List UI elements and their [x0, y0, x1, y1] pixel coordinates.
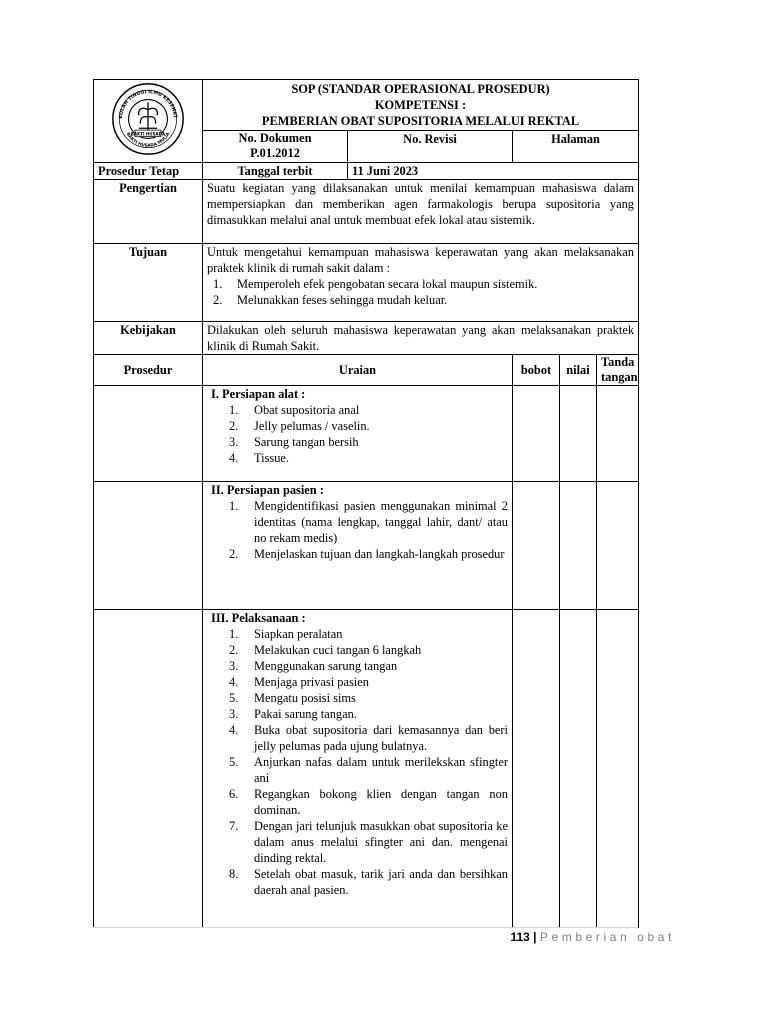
- sop-table: [93, 79, 639, 928]
- list-item: [229, 402, 508, 418]
- list-text: Menjelaskan tujuan dan langkah-langkah prosedur: [254, 547, 505, 561]
- section-1-list: [207, 402, 508, 466]
- list-number: 2.: [229, 643, 239, 657]
- list-number: 2.: [229, 547, 239, 561]
- doc-number-cell: [203, 131, 348, 163]
- section-2-list: [207, 498, 508, 562]
- nilai-cell: [560, 482, 597, 610]
- table-row: [94, 610, 639, 928]
- list-item: [229, 642, 508, 658]
- section-2-cell: [203, 482, 513, 610]
- list-number: 1.: [229, 403, 239, 417]
- footer-divider: [93, 927, 638, 928]
- list-item: [229, 706, 508, 722]
- list-number: 3.: [229, 659, 239, 673]
- institution-logo-cell: [94, 80, 203, 163]
- kebijakan-text: Dilakukan oleh seluruh mahasiswa keperawatan yang akan melaksanakan praktek klinik di Rumah Sakit.: [203, 322, 639, 355]
- list-item: [229, 690, 508, 706]
- list-text: Pakai sarung tangan.: [254, 707, 357, 721]
- footer-separator: |: [533, 930, 537, 944]
- list-item: [213, 276, 634, 292]
- issue-date-value: 11 Juni 2023: [348, 163, 639, 180]
- list-item: [229, 866, 508, 898]
- list-item: [229, 818, 508, 866]
- list-number: 1.: [229, 627, 239, 641]
- bobot-cell: [513, 482, 560, 610]
- section-1-cell: [203, 386, 513, 482]
- list-item: [229, 658, 508, 674]
- sop-title-block: [203, 80, 639, 131]
- bobot-cell: [513, 610, 560, 928]
- col-header-uraian: Uraian: [203, 355, 513, 386]
- sop-title-line-2: KOMPETENSI :: [374, 98, 467, 112]
- section-1-heading: I. Persiapan alat :: [211, 387, 306, 401]
- logo-arc-text-top: KOLAH TINGGI ILMU KESEHAT: [119, 90, 177, 119]
- list-text: Jelly pelumas / vaselin.: [254, 419, 370, 433]
- list-number: 1.: [213, 277, 223, 291]
- list-text: Obat supositoria anal: [254, 403, 360, 417]
- list-number: 8.: [229, 867, 239, 881]
- table-row: [94, 482, 639, 610]
- list-number: 4.: [229, 723, 239, 737]
- list-text: Melakukan cuci tangan 6 langkah: [254, 643, 422, 657]
- page-label: Halaman: [513, 131, 639, 163]
- sop-title-line-3: PEMBERIAN OBAT SUPOSITORIA MELALUI REKTAL: [261, 114, 580, 128]
- list-item: [229, 674, 508, 690]
- signature-cell: [597, 482, 639, 610]
- nilai-cell: [560, 386, 597, 482]
- logo-banner-text: BAKTI HUSADA: [130, 131, 166, 137]
- list-item: [229, 498, 508, 546]
- list-text: Menjaga privasi pasien: [254, 675, 369, 689]
- section-2-heading: II. Persiapan pasien :: [211, 483, 324, 497]
- signature-cell: [597, 610, 639, 928]
- list-item: [229, 434, 508, 450]
- page-footer: [510, 930, 675, 944]
- list-item: [229, 754, 508, 786]
- signature-cell: [597, 386, 639, 482]
- logo-emblem-icon: [139, 102, 158, 130]
- tujuan-label: Tujuan: [94, 244, 203, 322]
- doc-number-value: P.01.2012: [250, 146, 300, 161]
- list-number: 4.: [229, 675, 239, 689]
- sop-document: [93, 79, 638, 928]
- bobot-cell: [513, 386, 560, 482]
- list-item: [229, 418, 508, 434]
- tujuan-cell: [203, 244, 639, 322]
- table-row: [94, 386, 639, 482]
- revision-label: No. Revisi: [348, 131, 513, 163]
- list-number: 7.: [229, 819, 239, 833]
- list-item: [213, 292, 634, 308]
- kebijakan-label: Kebijakan: [94, 322, 203, 355]
- list-item: [229, 722, 508, 754]
- list-text: Sarung tangan bersih: [254, 435, 359, 449]
- prosedur-cell: [94, 610, 203, 928]
- pengertian-text: Suatu kegiatan yang dilaksanakan untuk menilai kemampuan mahasiswa dalam mempersiapkan dan memberikan agen farmakologis berupa supositoria yang dimasukkan melalui anal untuk membuat efek lokal atau sistemik.: [203, 180, 639, 244]
- list-number: 5.: [229, 755, 239, 769]
- list-number: 3.: [229, 435, 239, 449]
- pengertian-label: Pengertian: [94, 180, 203, 244]
- col-header-nilai: nilai: [560, 355, 597, 386]
- list-number: 2.: [213, 293, 223, 307]
- list-number: 1.: [229, 499, 239, 513]
- list-text: Mengatu posisi sims: [254, 691, 356, 705]
- section-3-list: [207, 626, 508, 898]
- list-item: [229, 546, 508, 562]
- list-text: Memperoleh efek pengobatan secara lokal maupun sistemik.: [237, 277, 538, 291]
- prosedur-cell: [94, 386, 203, 482]
- list-text: Melunakkan feses sehingga mudah keluar.: [237, 293, 448, 307]
- fixed-procedure-label: Prosedur Tetap: [94, 163, 203, 180]
- prosedur-cell: [94, 482, 203, 610]
- list-item: [229, 626, 508, 642]
- logo-arc-text-bottom: BAKTI HUSADA MULIA: [124, 131, 172, 149]
- list-text: Setelah obat masuk, tarik jari anda dan bersihkan daerah anal pasien.: [254, 867, 508, 897]
- running-title: Pemberian obat: [539, 930, 675, 944]
- institution-logo: [111, 82, 185, 156]
- section-3-cell: [203, 610, 513, 928]
- list-text: Anjurkan nafas dalam untuk merilekskan sfingter ani: [254, 755, 508, 785]
- nilai-cell: [560, 610, 597, 928]
- list-text: Mengidentifikasi pasien menggunakan minimal 2 identitas (nama lengkap, tanggal lahir, dant/ atau no rekam medis): [254, 499, 508, 545]
- list-item: [229, 786, 508, 818]
- col-header-prosedur: Prosedur: [94, 355, 203, 386]
- list-number: 2.: [229, 419, 239, 433]
- list-text: Buka obat supositoria dari kemasannya dan beri jelly pelumas pada ujung bulatnya.: [254, 723, 508, 753]
- col-header-bobot: bobot: [513, 355, 560, 386]
- list-number: 5.: [229, 691, 239, 705]
- col-header-tanda-tangan: [597, 355, 639, 386]
- list-text: Dengan jari telunjuk masukkan obat supositoria ke dalam anus melalui sfingter ani dan. mengenai dinding rektal.: [254, 819, 508, 865]
- sop-title-line-1: SOP (STANDAR OPERASIONAL PROSEDUR): [291, 82, 550, 96]
- list-number: 4.: [229, 451, 239, 465]
- list-number: 3.: [229, 707, 239, 721]
- list-text: Siapkan peralatan: [254, 627, 343, 641]
- tujuan-intro: Untuk mengetahui kemampuan mahasiswa keperawatan yang akan melaksanakan praktek klinik di rumah sakit dalam :: [207, 245, 635, 275]
- issue-date-label: Tanggal terbit: [203, 163, 348, 180]
- page-number: 113: [510, 930, 530, 944]
- list-text: Menggunakan sarung tangan: [254, 659, 398, 673]
- col-header-tanda: Tanda: [601, 355, 635, 369]
- doc-number-label: No. Dokumen: [238, 131, 312, 146]
- tujuan-list: [207, 276, 634, 308]
- list-item: [229, 450, 508, 466]
- list-text: Tissue.: [254, 451, 290, 465]
- list-number: 6.: [229, 787, 239, 801]
- col-header-tangan: tangan: [601, 370, 638, 384]
- list-text: Regangkan bokong klien dengan tangan non dominan.: [254, 787, 508, 817]
- section-3-heading: III. Pelaksanaan :: [211, 611, 306, 625]
